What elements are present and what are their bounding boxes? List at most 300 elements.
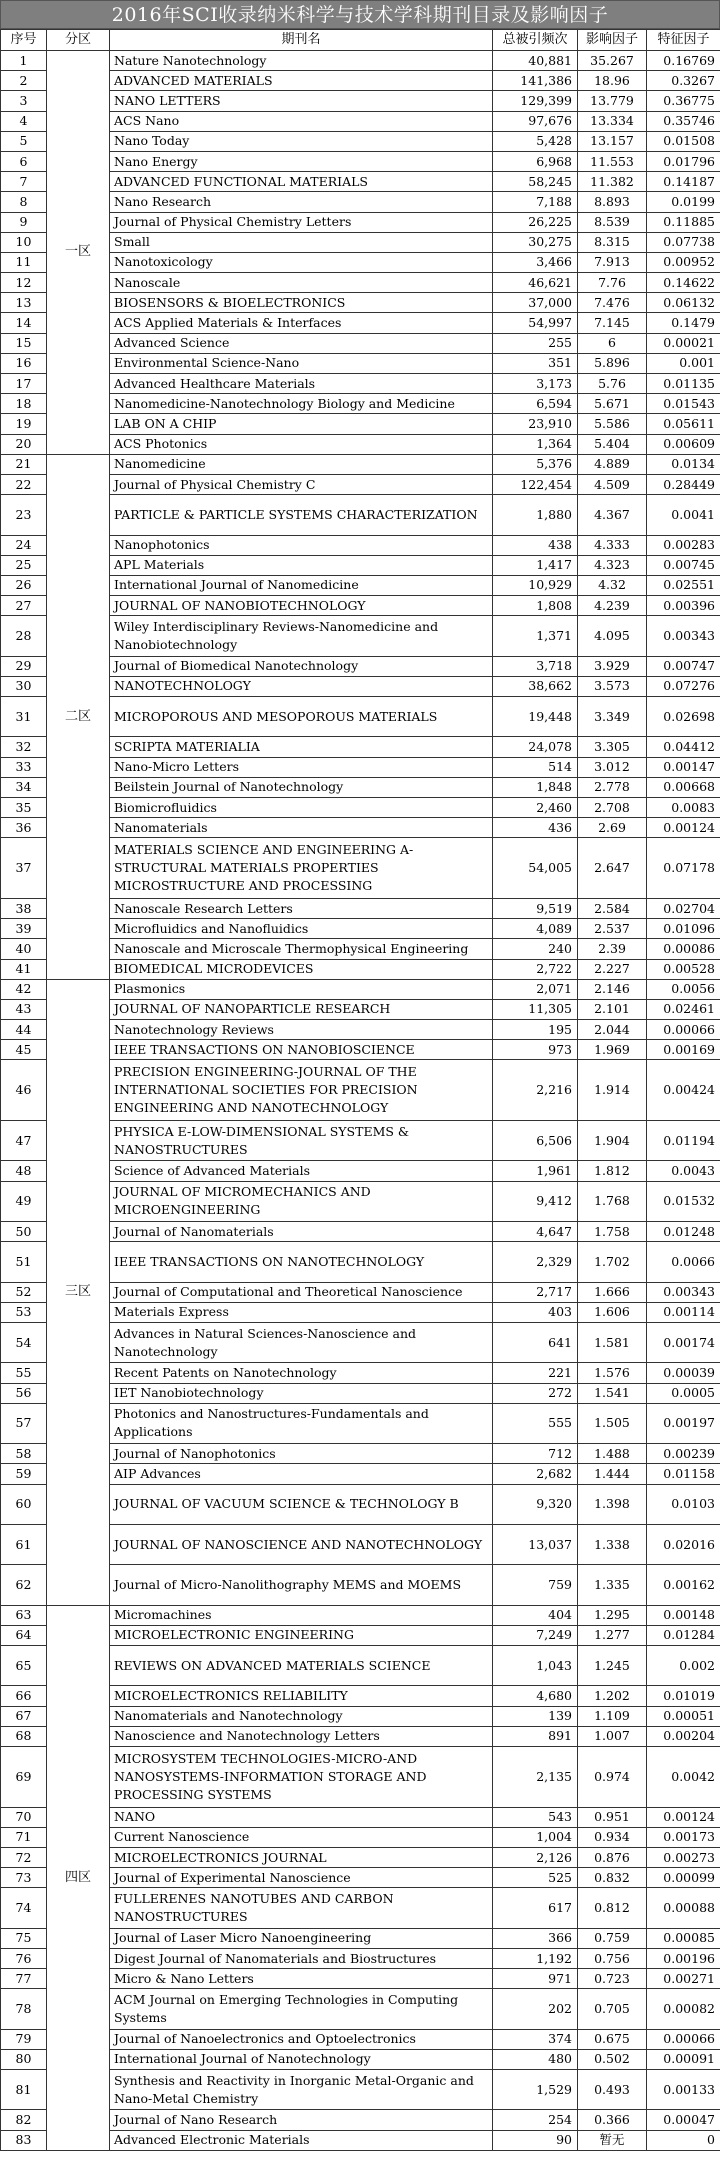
journal-name: MICROELECTRONICS JOURNAL xyxy=(110,1847,493,1867)
row-number: 62 xyxy=(1,1565,47,1605)
total-cites: 10,929 xyxy=(493,575,578,595)
eigenfactor: 0 xyxy=(647,2130,720,2150)
impact-factor: 3.012 xyxy=(578,757,647,777)
impact-factor: 2.537 xyxy=(578,919,647,939)
impact-factor: 0.759 xyxy=(578,1928,647,1948)
row-number: 80 xyxy=(1,2049,47,2069)
impact-factor: 2.584 xyxy=(578,898,647,918)
total-cites: 2,682 xyxy=(493,1464,578,1484)
row-number: 17 xyxy=(1,374,47,394)
eigenfactor: 0.02016 xyxy=(647,1524,720,1564)
impact-factor: 1.702 xyxy=(578,1242,647,1282)
journal-name: Photonics and Nanostructures-Fundamentals and Applications xyxy=(110,1403,493,1443)
eigenfactor: 0.00668 xyxy=(647,777,720,797)
eigenfactor: 0.00528 xyxy=(647,959,720,979)
journal-name: Nature Nanotechnology xyxy=(110,51,493,71)
row-number: 48 xyxy=(1,1161,47,1181)
row-number: 3 xyxy=(1,91,47,111)
total-cites: 202 xyxy=(493,1989,578,2029)
impact-factor: 0.723 xyxy=(578,1969,647,1989)
total-cites: 2,722 xyxy=(493,959,578,979)
impact-factor: 18.96 xyxy=(578,71,647,91)
impact-factor: 4.333 xyxy=(578,535,647,555)
total-cites: 2,216 xyxy=(493,1060,578,1121)
eigenfactor: 0.05611 xyxy=(647,414,720,434)
row-number: 52 xyxy=(1,1282,47,1302)
row-number: 23 xyxy=(1,495,47,535)
total-cites: 255 xyxy=(493,333,578,353)
row-number: 47 xyxy=(1,1121,47,1161)
eigenfactor: 0.0083 xyxy=(647,797,720,817)
eigenfactor: 0.0042 xyxy=(647,1747,720,1808)
total-cites: 1,880 xyxy=(493,495,578,535)
journal-name: PHYSICA E-LOW-DIMENSIONAL SYSTEMS & NANOSTRUCTURES xyxy=(110,1121,493,1161)
journal-name: IEEE TRANSACTIONS ON NANOTECHNOLOGY xyxy=(110,1242,493,1282)
total-cites: 141,386 xyxy=(493,71,578,91)
total-cites: 543 xyxy=(493,1807,578,1827)
eigenfactor: 0.00747 xyxy=(647,656,720,676)
journal-name: ADVANCED MATERIALS xyxy=(110,71,493,91)
impact-factor: 4.367 xyxy=(578,495,647,535)
row-number: 20 xyxy=(1,434,47,454)
journal-name: ADVANCED FUNCTIONAL MATERIALS xyxy=(110,172,493,192)
impact-factor: 2.101 xyxy=(578,999,647,1019)
row-number: 61 xyxy=(1,1524,47,1564)
impact-factor: 4.095 xyxy=(578,616,647,656)
zone-cell: 四区 xyxy=(47,1605,110,2150)
impact-factor: 2.708 xyxy=(578,797,647,817)
impact-factor: 7.476 xyxy=(578,293,647,313)
total-cites: 1,043 xyxy=(493,1646,578,1686)
journal-name: Nanomaterials and Nanotechnology xyxy=(110,1706,493,1726)
total-cites: 37,000 xyxy=(493,293,578,313)
journal-name: NANO xyxy=(110,1807,493,1827)
total-cites: 19,448 xyxy=(493,697,578,737)
journal-name: Journal of Micro-Nanolithography MEMS and MOEMS xyxy=(110,1565,493,1605)
total-cites: 97,676 xyxy=(493,111,578,131)
row-number: 66 xyxy=(1,1686,47,1706)
row-number: 5 xyxy=(1,131,47,151)
row-number: 33 xyxy=(1,757,47,777)
journal-name: Nano-Micro Letters xyxy=(110,757,493,777)
row-number: 13 xyxy=(1,293,47,313)
total-cites: 1,004 xyxy=(493,1827,578,1847)
eigenfactor: 0.0043 xyxy=(647,1161,720,1181)
zone-cell: 一区 xyxy=(47,51,110,455)
row-number: 77 xyxy=(1,1969,47,1989)
total-cites: 129,399 xyxy=(493,91,578,111)
total-cites: 480 xyxy=(493,2049,578,2069)
journal-name: Journal of Laser Micro Nanoengineering xyxy=(110,1928,493,1948)
impact-factor: 5.896 xyxy=(578,353,647,373)
eigenfactor: 0.02461 xyxy=(647,999,720,1019)
table-body xyxy=(1,51,720,2151)
row-number: 79 xyxy=(1,2029,47,2049)
impact-factor: 4.509 xyxy=(578,474,647,494)
impact-factor: 5.671 xyxy=(578,394,647,414)
journal-name: Nanophotonics xyxy=(110,535,493,555)
journal-name: ACM Journal on Emerging Technologies in Computing Systems xyxy=(110,1989,493,2029)
total-cites: 122,454 xyxy=(493,474,578,494)
total-cites: 2,135 xyxy=(493,1747,578,1808)
impact-factor: 1.277 xyxy=(578,1625,647,1645)
impact-factor: 1.969 xyxy=(578,1040,647,1060)
total-cites: 1,961 xyxy=(493,1161,578,1181)
eigenfactor: 0.14622 xyxy=(647,273,720,293)
total-cites: 13,037 xyxy=(493,1524,578,1564)
impact-factor: 1.488 xyxy=(578,1444,647,1464)
row-number: 50 xyxy=(1,1222,47,1242)
row-number: 75 xyxy=(1,1928,47,1948)
journal-name: APL Materials xyxy=(110,555,493,575)
impact-factor: 3.349 xyxy=(578,697,647,737)
impact-factor: 0.876 xyxy=(578,1847,647,1867)
impact-factor: 1.505 xyxy=(578,1403,647,1443)
total-cites: 54,005 xyxy=(493,838,578,899)
total-cites: 6,968 xyxy=(493,151,578,171)
eigenfactor: 0.3267 xyxy=(647,71,720,91)
eigenfactor: 0.01543 xyxy=(647,394,720,414)
impact-factor: 0.502 xyxy=(578,2049,647,2069)
journal-name: Plasmonics xyxy=(110,979,493,999)
total-cites: 971 xyxy=(493,1969,578,1989)
journal-name: JOURNAL OF VACUUM SCIENCE & TECHNOLOGY B xyxy=(110,1484,493,1524)
total-cites: 1,529 xyxy=(493,2070,578,2110)
journal-name: Nanoscale xyxy=(110,273,493,293)
row-number: 53 xyxy=(1,1302,47,1322)
total-cites: 2,460 xyxy=(493,797,578,817)
journal-name: JOURNAL OF NANOBIOTECHNOLOGY xyxy=(110,596,493,616)
journal-name: Beilstein Journal of Nanotechnology xyxy=(110,777,493,797)
impact-factor: 7.145 xyxy=(578,313,647,333)
row-number: 58 xyxy=(1,1444,47,1464)
journal-name: Recent Patents on Nanotechnology xyxy=(110,1363,493,1383)
eigenfactor: 0.06132 xyxy=(647,293,720,313)
eigenfactor: 0.00169 xyxy=(647,1040,720,1060)
eigenfactor: 0.00124 xyxy=(647,818,720,838)
journal-name: ACS Applied Materials & Interfaces xyxy=(110,313,493,333)
journal-name: Nanomedicine-Nanotechnology Biology and Medicine xyxy=(110,394,493,414)
journal-name: Biomicrofluidics xyxy=(110,797,493,817)
table-header-row xyxy=(1,30,720,51)
impact-factor: 5.404 xyxy=(578,434,647,454)
total-cites: 11,305 xyxy=(493,999,578,1019)
row-number: 1 xyxy=(1,51,47,71)
row-number: 54 xyxy=(1,1322,47,1362)
journal-name: Nano Energy xyxy=(110,151,493,171)
total-cites: 90 xyxy=(493,2130,578,2150)
total-cites: 3,466 xyxy=(493,252,578,272)
row-number: 11 xyxy=(1,252,47,272)
row-number: 8 xyxy=(1,192,47,212)
row-number: 42 xyxy=(1,979,47,999)
eigenfactor: 0.07276 xyxy=(647,676,720,696)
row-number: 6 xyxy=(1,151,47,171)
row-number: 14 xyxy=(1,313,47,333)
journal-name: NANO LETTERS xyxy=(110,91,493,111)
eigenfactor: 0.1479 xyxy=(647,313,720,333)
journal-name: Small xyxy=(110,232,493,252)
eigenfactor: 0.00343 xyxy=(647,1282,720,1302)
journal-name: Current Nanoscience xyxy=(110,1827,493,1847)
eigenfactor: 0.00609 xyxy=(647,434,720,454)
total-cites: 6,506 xyxy=(493,1121,578,1161)
journal-name: Science of Advanced Materials xyxy=(110,1161,493,1181)
eigenfactor: 0.00396 xyxy=(647,596,720,616)
total-cites: 438 xyxy=(493,535,578,555)
eigenfactor: 0.14187 xyxy=(647,172,720,192)
eigenfactor: 0.02551 xyxy=(647,575,720,595)
total-cites: 23,910 xyxy=(493,414,578,434)
journal-name: Synthesis and Reactivity in Inorganic Metal-Organic and Nano-Metal Chemistry xyxy=(110,2070,493,2110)
row-number: 41 xyxy=(1,959,47,979)
impact-factor: 1.007 xyxy=(578,1726,647,1746)
total-cites: 404 xyxy=(493,1605,578,1625)
impact-factor: 1.576 xyxy=(578,1363,647,1383)
row-number: 40 xyxy=(1,939,47,959)
impact-factor: 2.227 xyxy=(578,959,647,979)
journal-name: MICROSYSTEM TECHNOLOGIES-MICRO-AND NANOSYSTEMS-INFORMATION STORAGE AND PROCESSING SYSTEMS xyxy=(110,1747,493,1808)
impact-factor: 1.338 xyxy=(578,1524,647,1564)
eigenfactor: 0.04412 xyxy=(647,737,720,757)
impact-factor: 4.32 xyxy=(578,575,647,595)
total-cites: 30,275 xyxy=(493,232,578,252)
row-number: 83 xyxy=(1,2130,47,2150)
impact-factor: 2.647 xyxy=(578,838,647,899)
total-cites: 7,249 xyxy=(493,1625,578,1645)
journal-name: JOURNAL OF MICROMECHANICS AND MICROENGINEERING xyxy=(110,1181,493,1221)
impact-factor: 1.295 xyxy=(578,1605,647,1625)
row-number: 39 xyxy=(1,919,47,939)
impact-factor: 1.202 xyxy=(578,1686,647,1706)
journal-name: LAB ON A CHIP xyxy=(110,414,493,434)
journal-name: Nanoscience and Nanotechnology Letters xyxy=(110,1726,493,1746)
total-cites: 6,594 xyxy=(493,394,578,414)
eigenfactor: 0.01096 xyxy=(647,919,720,939)
row-number: 73 xyxy=(1,1868,47,1888)
eigenfactor: 0.00162 xyxy=(647,1565,720,1605)
journal-name: Journal of Computational and Theoretical Nanoscience xyxy=(110,1282,493,1302)
eigenfactor: 0.02698 xyxy=(647,697,720,737)
impact-factor: 8.893 xyxy=(578,192,647,212)
journal-name: MATERIALS SCIENCE AND ENGINEERING A-STRUCTURAL MATERIALS PROPERTIES MICROSTRUCTURE AND PROCESSING xyxy=(110,838,493,899)
eigenfactor: 0.07738 xyxy=(647,232,720,252)
header-zone: 分区 xyxy=(47,30,110,51)
total-cites: 374 xyxy=(493,2029,578,2049)
row-number: 35 xyxy=(1,797,47,817)
eigenfactor: 0.00133 xyxy=(647,2070,720,2110)
impact-factor: 13.334 xyxy=(578,111,647,131)
eigenfactor: 0.0005 xyxy=(647,1383,720,1403)
impact-factor: 2.39 xyxy=(578,939,647,959)
journal-name: Journal of Nanophotonics xyxy=(110,1444,493,1464)
journal-name: Advanced Electronic Materials xyxy=(110,2130,493,2150)
eigenfactor: 0.01248 xyxy=(647,1222,720,1242)
impact-factor: 11.382 xyxy=(578,172,647,192)
row-number: 60 xyxy=(1,1484,47,1524)
impact-factor: 13.157 xyxy=(578,131,647,151)
eigenfactor: 0.0134 xyxy=(647,454,720,474)
row-number: 34 xyxy=(1,777,47,797)
eigenfactor: 0.0199 xyxy=(647,192,720,212)
total-cites: 3,173 xyxy=(493,374,578,394)
eigenfactor: 0.00091 xyxy=(647,2049,720,2069)
eigenfactor: 0.00174 xyxy=(647,1322,720,1362)
zone-cell: 三区 xyxy=(47,979,110,1605)
row-number: 38 xyxy=(1,898,47,918)
journal-name: REVIEWS ON ADVANCED MATERIALS SCIENCE xyxy=(110,1646,493,1686)
total-cites: 4,680 xyxy=(493,1686,578,1706)
total-cites: 38,662 xyxy=(493,676,578,696)
total-cites: 712 xyxy=(493,1444,578,1464)
journal-name: BIOMEDICAL MICRODEVICES xyxy=(110,959,493,979)
journal-name: Journal of Biomedical Nanotechnology xyxy=(110,656,493,676)
eigenfactor: 0.02704 xyxy=(647,898,720,918)
journal-name: MICROELECTRONIC ENGINEERING xyxy=(110,1625,493,1645)
eigenfactor: 0.00173 xyxy=(647,1827,720,1847)
journal-name: Materials Express xyxy=(110,1302,493,1322)
impact-factor: 1.606 xyxy=(578,1302,647,1322)
eigenfactor: 0.00283 xyxy=(647,535,720,555)
header-no: 序号 xyxy=(1,30,47,51)
eigenfactor: 0.01019 xyxy=(647,1686,720,1706)
eigenfactor: 0.00114 xyxy=(647,1302,720,1322)
journal-name: International Journal of Nanomedicine xyxy=(110,575,493,595)
eigenfactor: 0.00196 xyxy=(647,1948,720,1968)
table-row xyxy=(1,51,720,71)
impact-factor: 5.76 xyxy=(578,374,647,394)
total-cites: 351 xyxy=(493,353,578,373)
row-number: 22 xyxy=(1,474,47,494)
total-cites: 26,225 xyxy=(493,212,578,232)
journal-name: Journal of Physical Chemistry C xyxy=(110,474,493,494)
eigenfactor: 0.00239 xyxy=(647,1444,720,1464)
impact-factor: 暂无 xyxy=(578,2130,647,2150)
row-number: 82 xyxy=(1,2110,47,2130)
table-row xyxy=(1,1605,720,1625)
journal-name: Advances in Natural Sciences-Nanoscience and Nanotechnology xyxy=(110,1322,493,1362)
row-number: 12 xyxy=(1,273,47,293)
total-cites: 9,412 xyxy=(493,1181,578,1221)
eigenfactor: 0.00021 xyxy=(647,333,720,353)
row-number: 74 xyxy=(1,1888,47,1928)
impact-factor: 1.812 xyxy=(578,1161,647,1181)
impact-factor: 0.493 xyxy=(578,2070,647,2110)
journal-name: Nanoscale Research Letters xyxy=(110,898,493,918)
impact-factor: 7.76 xyxy=(578,273,647,293)
total-cites: 2,126 xyxy=(493,1847,578,1867)
total-cites: 58,245 xyxy=(493,172,578,192)
eigenfactor: 0.00271 xyxy=(647,1969,720,1989)
impact-factor: 4.889 xyxy=(578,454,647,474)
journal-name: PARTICLE & PARTICLE SYSTEMS CHARACTERIZATION xyxy=(110,495,493,535)
journal-name: Nanotechnology Reviews xyxy=(110,1020,493,1040)
row-number: 26 xyxy=(1,575,47,595)
journal-name: IEEE TRANSACTIONS ON NANOBIOSCIENCE xyxy=(110,1040,493,1060)
header-impact-factor: 影响因子 xyxy=(578,30,647,51)
total-cites: 641 xyxy=(493,1322,578,1362)
eigenfactor: 0.00066 xyxy=(647,2029,720,2049)
row-number: 31 xyxy=(1,697,47,737)
eigenfactor: 0.01135 xyxy=(647,374,720,394)
total-cites: 973 xyxy=(493,1040,578,1060)
journal-name: Micro & Nano Letters xyxy=(110,1969,493,1989)
row-number: 64 xyxy=(1,1625,47,1645)
journal-name: Journal of Nanoelectronics and Optoelectronics xyxy=(110,2029,493,2049)
impact-factor: 3.573 xyxy=(578,676,647,696)
total-cites: 5,428 xyxy=(493,131,578,151)
journal-name: Nanotoxicology xyxy=(110,252,493,272)
row-number: 18 xyxy=(1,394,47,414)
eigenfactor: 0.00039 xyxy=(647,1363,720,1383)
total-cites: 2,071 xyxy=(493,979,578,999)
row-number: 55 xyxy=(1,1363,47,1383)
journal-name: Environmental Science-Nano xyxy=(110,353,493,373)
impact-factor: 1.245 xyxy=(578,1646,647,1686)
row-number: 44 xyxy=(1,1020,47,1040)
journal-name: Journal of Nano Research xyxy=(110,2110,493,2130)
eigenfactor: 0.00086 xyxy=(647,939,720,959)
header-eigenfactor: 特征因子 xyxy=(647,30,720,51)
eigenfactor: 0.01532 xyxy=(647,1181,720,1221)
eigenfactor: 0.35746 xyxy=(647,111,720,131)
impact-factor: 0.366 xyxy=(578,2110,647,2130)
row-number: 10 xyxy=(1,232,47,252)
impact-factor: 0.951 xyxy=(578,1807,647,1827)
journal-name: Nano Today xyxy=(110,131,493,151)
eigenfactor: 0.00197 xyxy=(647,1403,720,1443)
row-number: 43 xyxy=(1,999,47,1019)
total-cites: 4,089 xyxy=(493,919,578,939)
row-number: 59 xyxy=(1,1464,47,1484)
row-number: 29 xyxy=(1,656,47,676)
impact-factor: 1.444 xyxy=(578,1464,647,1484)
impact-factor: 6 xyxy=(578,333,647,353)
eigenfactor: 0.00066 xyxy=(647,1020,720,1040)
impact-factor: 1.904 xyxy=(578,1121,647,1161)
impact-factor: 7.913 xyxy=(578,252,647,272)
eigenfactor: 0.36775 xyxy=(647,91,720,111)
impact-factor: 0.812 xyxy=(578,1888,647,1928)
total-cites: 7,188 xyxy=(493,192,578,212)
eigenfactor: 0.01194 xyxy=(647,1121,720,1161)
journal-name: Micromachines xyxy=(110,1605,493,1625)
total-cites: 9,320 xyxy=(493,1484,578,1524)
impact-factor: 1.758 xyxy=(578,1222,647,1242)
row-number: 65 xyxy=(1,1646,47,1686)
row-number: 72 xyxy=(1,1847,47,1867)
row-number: 56 xyxy=(1,1383,47,1403)
total-cites: 1,364 xyxy=(493,434,578,454)
impact-factor: 8.315 xyxy=(578,232,647,252)
eigenfactor: 0.00147 xyxy=(647,757,720,777)
impact-factor: 2.146 xyxy=(578,979,647,999)
total-cites: 525 xyxy=(493,1868,578,1888)
row-number: 57 xyxy=(1,1403,47,1443)
total-cites: 46,621 xyxy=(493,273,578,293)
eigenfactor: 0.0041 xyxy=(647,495,720,535)
total-cites: 3,718 xyxy=(493,656,578,676)
impact-factor: 1.666 xyxy=(578,1282,647,1302)
eigenfactor: 0.01508 xyxy=(647,131,720,151)
table-row xyxy=(1,979,720,999)
eigenfactor: 0.001 xyxy=(647,353,720,373)
impact-factor: 0.675 xyxy=(578,2029,647,2049)
row-number: 27 xyxy=(1,596,47,616)
row-number: 67 xyxy=(1,1706,47,1726)
eigenfactor: 0.0066 xyxy=(647,1242,720,1282)
journal-name: MICROELECTRONICS RELIABILITY xyxy=(110,1686,493,1706)
